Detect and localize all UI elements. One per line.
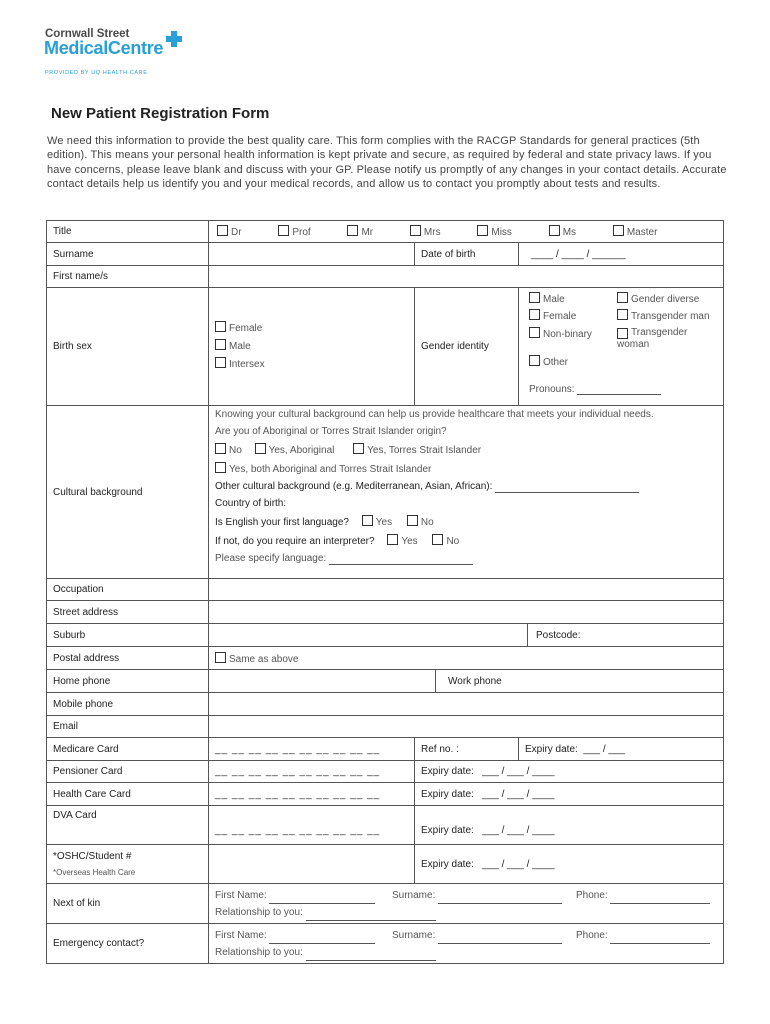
postal-label: Postal address <box>47 647 209 670</box>
health-care-number-field[interactable]: __ __ __ __ __ __ __ __ __ __ <box>209 783 415 806</box>
oshc-note: *Overseas Health Care <box>53 868 136 877</box>
aboriginal-yes-both[interactable]: Yes, both Aboriginal and Torres Strait Islander <box>215 462 717 476</box>
english-no[interactable]: No <box>407 517 434 528</box>
emergency-surname-field[interactable]: Surname: <box>392 927 576 944</box>
mobile-row <box>47 693 724 716</box>
pronouns-field[interactable]: Pronouns: <box>529 384 661 395</box>
birth-sex-options <box>209 288 415 406</box>
english-first-language: Is English your first language? Yes No <box>215 517 434 528</box>
checkbox-icon[interactable] <box>387 534 398 545</box>
title-option-prof[interactable]: Prof <box>278 225 310 238</box>
work-phone-field[interactable]: Work phone <box>448 675 502 687</box>
nok-relationship-field[interactable]: Relationship to you: <box>215 904 717 921</box>
checkbox-icon[interactable] <box>347 225 358 236</box>
suburb-label: Suburb <box>47 624 209 647</box>
street-label: Street address <box>47 601 209 624</box>
emergency-fields <box>209 924 724 964</box>
checkbox-icon[interactable] <box>410 225 421 236</box>
dva-expiry-field[interactable]: Expiry date: ___ / ___ / ____ <box>415 806 724 845</box>
occupation-field[interactable] <box>209 579 724 601</box>
medical-cross-icon <box>166 31 182 47</box>
checkbox-icon[interactable] <box>529 355 540 366</box>
next-of-kin-label: Next of kin <box>47 884 209 924</box>
checkbox-icon[interactable] <box>362 515 373 526</box>
dva-number-field[interactable]: __ __ __ __ __ __ __ __ __ __ <box>209 806 415 845</box>
interpreter-no[interactable]: No <box>432 536 459 547</box>
nok-first-name-field[interactable]: First Name: <box>215 887 392 904</box>
checkbox-icon[interactable] <box>215 357 226 368</box>
oshc-row <box>47 845 724 884</box>
surname-field[interactable] <box>209 243 415 266</box>
suburb-row <box>47 624 724 647</box>
nok-phone-field[interactable]: Phone: <box>576 887 710 904</box>
postal-field[interactable]: Same as above <box>209 647 724 670</box>
checkbox-icon[interactable] <box>215 462 226 473</box>
nok-surname-field[interactable]: Surname: <box>392 887 576 904</box>
emergency-first-name-field[interactable]: First Name: <box>215 927 392 944</box>
occupation-label: Occupation <box>47 579 209 601</box>
cultural-intro: Knowing your cultural background can help us provide healthcare that meets your individual needs. <box>215 409 654 420</box>
street-row <box>47 601 724 624</box>
pensioner-label: Pensioner Card <box>47 761 209 783</box>
checkbox-icon[interactable] <box>407 515 418 526</box>
checkbox-icon[interactable] <box>215 321 226 332</box>
other-cultural-field[interactable]: Other cultural background (e.g. Mediterranean, Asian, African): <box>215 481 717 493</box>
checkbox-icon[interactable] <box>477 225 488 236</box>
checkbox-icon[interactable] <box>617 309 628 320</box>
home-phone-row <box>47 670 724 693</box>
checkbox-icon[interactable] <box>529 309 540 320</box>
title-option-miss[interactable]: Miss <box>477 225 512 238</box>
birth-sex-female[interactable]: Female <box>215 320 408 338</box>
occupation-row <box>47 579 724 601</box>
mobile-field[interactable] <box>209 693 724 716</box>
dob-label: Date of birth <box>415 243 519 266</box>
email-field[interactable] <box>209 716 724 738</box>
aboriginal-yes-aboriginal[interactable]: Yes, Aboriginal <box>255 443 335 457</box>
gender-label: Gender identity <box>415 288 519 406</box>
pensioner-number-field[interactable]: __ __ __ __ __ __ __ __ __ __ <box>209 761 415 783</box>
emergency-row <box>47 924 724 964</box>
home-phone-field[interactable] <box>209 670 436 692</box>
checkbox-icon[interactable] <box>617 328 628 339</box>
title-label: Title <box>47 221 209 243</box>
first-name-field[interactable] <box>209 266 724 288</box>
dob-field[interactable]: ____ / ____ / ______ <box>519 243 724 266</box>
checkbox-icon[interactable] <box>432 534 443 545</box>
birth-sex-label: Birth sex <box>47 288 209 406</box>
email-label: Email <box>47 716 209 738</box>
medicare-number-field[interactable]: __ __ __ __ __ __ __ __ __ __ <box>209 738 415 761</box>
medicare-label: Medicare Card <box>47 738 209 761</box>
first-name-label: First name/s <box>47 266 209 288</box>
title-option-mr[interactable]: Mr <box>347 225 373 238</box>
logo-line1: Cornwall Street <box>45 28 130 40</box>
checkbox-icon[interactable] <box>278 225 289 236</box>
pensioner-row <box>47 761 724 783</box>
intro-text: We need this information to provide the best quality care. This form complies with the RACGP Standards for general practices (5th edition). This means your personal health information is kept private and secure, as required by federal and state privacy laws. If you have concerns, please leave blank and discuss with your GP. Please notify us promptly of any changes in your contact details. Accurate contact details help us identify you and your medical records, and allow us to contact you promptly about tests and results. <box>47 135 727 190</box>
country-of-birth-field[interactable]: Country of birth: <box>215 498 287 509</box>
aboriginal-question: Are you of Aboriginal or Torres Strait Islander origin? <box>215 426 447 437</box>
next-of-kin-fields <box>209 884 724 924</box>
gender-other[interactable]: Other <box>529 355 568 368</box>
checkbox-icon[interactable] <box>549 225 560 236</box>
interpreter-required: If not, do you require an interpreter? Yes No <box>215 536 460 547</box>
emergency-phone-field[interactable]: Phone: <box>576 927 710 944</box>
phone-cell <box>209 670 724 693</box>
title-option-ms[interactable]: Ms <box>549 225 576 238</box>
email-row <box>47 716 724 738</box>
gender-diverse[interactable]: Gender diverse <box>617 292 699 305</box>
checkbox-icon[interactable] <box>353 443 364 454</box>
birth-sex-row <box>47 288 724 406</box>
checkbox-icon[interactable] <box>255 443 266 454</box>
pensioner-expiry-field[interactable]: Expiry date: ___ / ___ / ____ <box>415 761 724 783</box>
checkbox-icon[interactable] <box>529 327 540 338</box>
health-care-expiry-field[interactable]: Expiry date: ___ / ___ / ____ <box>415 783 724 806</box>
checkbox-icon[interactable] <box>215 339 226 350</box>
checkbox-icon[interactable] <box>215 443 226 454</box>
checkbox-icon[interactable] <box>215 652 226 663</box>
language-field[interactable]: Please specify language: <box>215 553 717 565</box>
aboriginal-options <box>215 443 717 457</box>
logo-tagline: PROVIDED BY UQ HEALTH CARE <box>45 70 148 76</box>
postcode-field[interactable]: Postcode: <box>536 629 581 641</box>
title-option-mrs[interactable]: Mrs <box>410 225 441 238</box>
suburb-field[interactable] <box>209 624 528 646</box>
gender-transgender-woman[interactable]: Transgender woman <box>617 327 688 350</box>
birth-sex-male[interactable]: Male <box>215 338 408 356</box>
street-field[interactable] <box>209 601 724 624</box>
oshc-label: *OSHC/Student # <box>53 851 132 862</box>
gender-female[interactable]: Female <box>529 309 576 322</box>
first-name-row <box>47 266 724 288</box>
health-care-label: Health Care Card <box>47 783 209 806</box>
medicare-row <box>47 738 724 761</box>
cultural-row <box>47 406 724 579</box>
title-option-dr[interactable]: Dr <box>217 225 242 238</box>
aboriginal-yes-tsi[interactable]: Yes, Torres Strait Islander <box>353 443 481 457</box>
logo-line2: MedicalCentre <box>44 38 164 58</box>
suburb-cell <box>209 624 724 647</box>
interpreter-yes[interactable]: Yes <box>387 536 417 547</box>
gender-non-binary[interactable]: Non-binary <box>529 327 592 340</box>
surname-label: Surname <box>47 243 209 266</box>
gender-transgender-man[interactable]: Transgender man <box>617 309 710 322</box>
next-of-kin-row <box>47 884 724 924</box>
medicare-expiry-field[interactable]: Expiry date: ___ / ___ <box>519 738 724 761</box>
emergency-label: Emergency contact? <box>47 924 209 964</box>
gender-male[interactable]: Male <box>529 292 565 305</box>
health-care-row <box>47 783 724 806</box>
oshc-expiry-field[interactable]: Expiry date: ___ / ___ / ____ <box>415 845 724 884</box>
oshc-label-cell <box>47 845 209 884</box>
emergency-relationship-field[interactable]: Relationship to you: <box>215 944 717 961</box>
surname-row <box>47 243 724 266</box>
cultural-label: Cultural background <box>47 406 209 579</box>
dva-row <box>47 806 724 845</box>
cultural-content <box>209 406 724 579</box>
checkbox-icon[interactable] <box>617 292 628 303</box>
oshc-number-field[interactable] <box>209 845 415 884</box>
page-title: New Patient Registration Form <box>51 105 270 122</box>
title-option-master[interactable]: Master <box>613 225 658 238</box>
postal-row <box>47 647 724 670</box>
home-phone-label: Home phone <box>47 670 209 693</box>
medicare-ref-field[interactable]: Ref no. : <box>415 738 519 761</box>
title-row <box>47 221 724 243</box>
aboriginal-no[interactable]: No <box>215 443 242 457</box>
birth-sex-intersex[interactable]: Intersex <box>215 356 408 374</box>
dva-label: DVA Card <box>47 806 209 845</box>
mobile-label: Mobile phone <box>47 693 209 716</box>
checkbox-icon[interactable] <box>217 225 228 236</box>
checkbox-icon[interactable] <box>613 225 624 236</box>
english-yes[interactable]: Yes <box>362 517 392 528</box>
checkbox-icon[interactable] <box>529 292 540 303</box>
gender-options <box>519 288 724 406</box>
title-options <box>209 221 724 243</box>
registration-table <box>46 220 724 964</box>
